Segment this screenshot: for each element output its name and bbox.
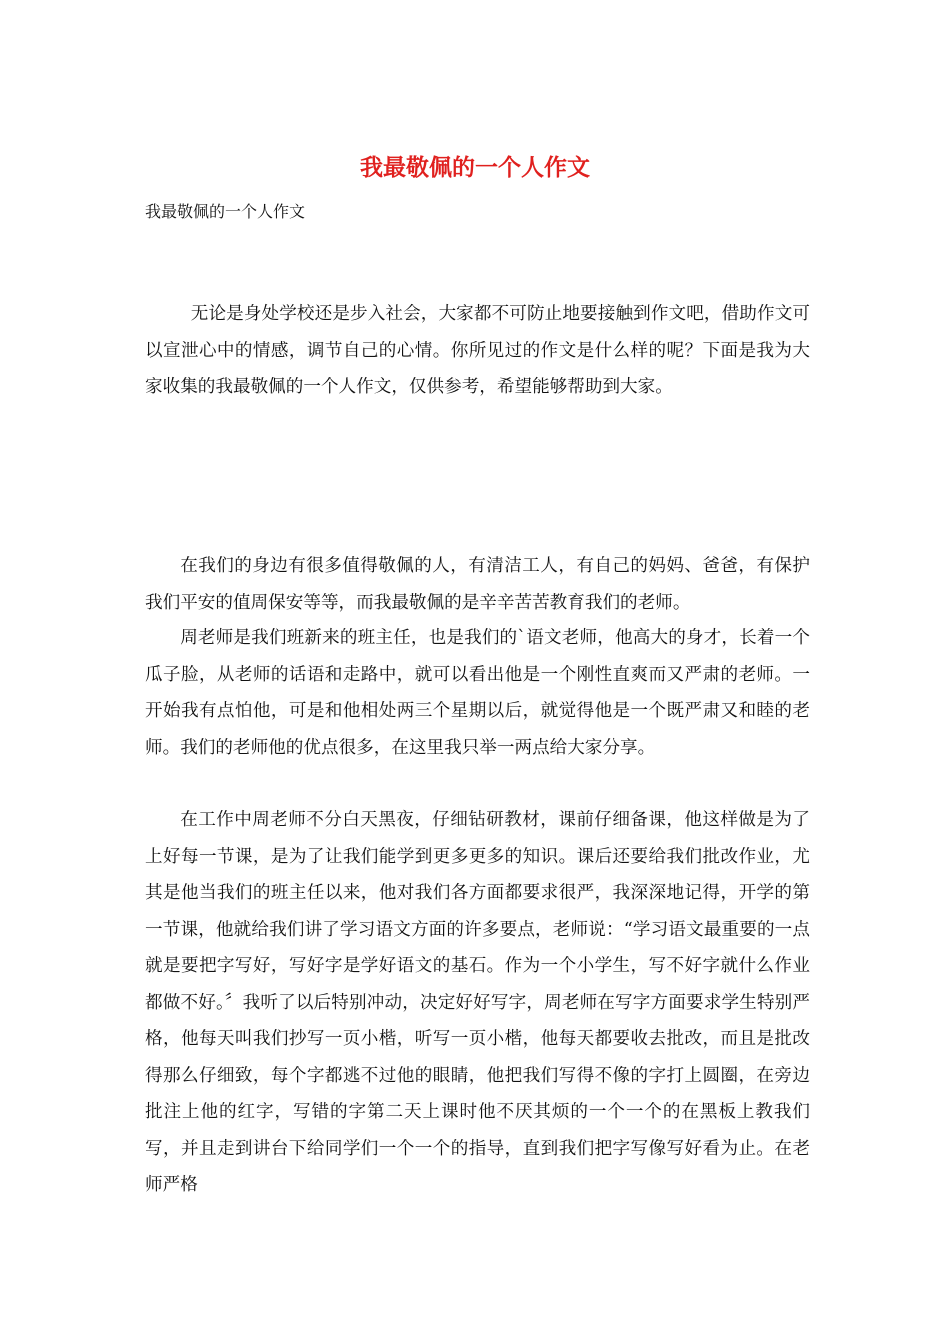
document-subtitle: 我最敬佩的一个人作文 xyxy=(145,202,306,221)
document-title: 我最敬佩的一个人作文 xyxy=(360,154,590,181)
body-paragraph-3: 在工作中周老师不分白天黑夜，仔细钻研教材，课前仔细备课，他这样做是为了上好每一节课，是为了让我们能学到更多更多的知识。课后还要给我们批改作业，尤其是他当我们的班主任以来，他对我们各方面都要求很严，我深深地记得，开学的第一节课，他就给我们讲了学习语文方面的许多要点，老师说：“学习语文最重要的一点就是要把字写好，写好字是学好语文的基石。作为一个小学生，写不好字就什么作业都做不好。〞我听了以后特别冲动，决定好好写字，周老师在写字方面要求学生特别严格，他每天叫我们抄写一页小楷，听写一页小楷，他每天都要收去批改，而且是批改得那么仔细致，每个字都逃不过他的眼睛，他把我们写得不像的字打上圆圈，在旁边批注上他的红字，写错的字第二天上课时他不厌其烦的一个一个的在黑板上教我们写，并且走到讲台下给同学们一个一个的指导，直到我们把字写像写好看为止。在老师严格 xyxy=(145,810,810,1195)
body-paragraph-2: 周老师是我们班新来的班主任，也是我们的`语文老师，他高大的身才，长着一个瓜子脸，从老师的话语和走路中，就可以看出他是一个刚性直爽而又严肃的老师。一开始我有点怕他，可是和他相处两三个星期以后，就觉得他是一个既严肃又和睦的老师。我们的老师他的优点很多，在这里我只举一两点给大家分享。 xyxy=(145,628,810,758)
intro-paragraph: 无论是身处学校还是步入社会，大家都不可防止地要接触到作文吧，借助作文可以宣泄心中的情感，调节自己的心情。你所见过的作文是什么样的呢？下面是我为大家收集的我最敬佩的一个人作文，仅供参考，希望能够帮助到大家。 xyxy=(145,304,810,397)
body-paragraph-1: 在我们的身边有很多值得敬佩的人，有清洁工人，有自己的妈妈、爸爸，有保护我们平安的值周保安等等，而我最敬佩的是辛辛苦苦教育我们的老师。 xyxy=(145,556,810,613)
